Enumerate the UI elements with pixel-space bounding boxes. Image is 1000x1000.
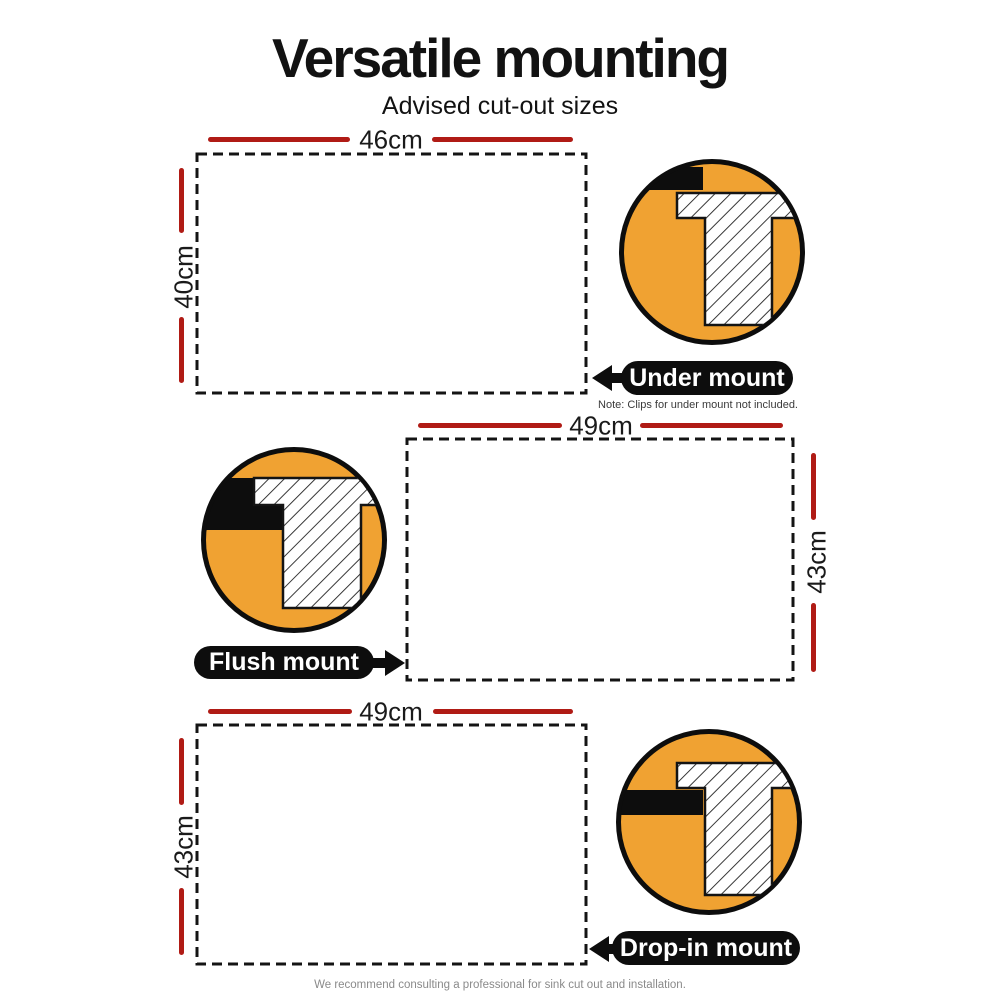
dropin-height-measure-line-top <box>179 738 184 805</box>
under-width-measure-line-left <box>208 137 350 142</box>
dropin-sink-rim-shape <box>620 790 703 815</box>
flush-cutout-rectangle <box>405 437 795 682</box>
under-width-measure-label: 46cm <box>359 124 423 155</box>
flush-height-measure-line-bottom <box>811 603 816 672</box>
page-subtitle: Advised cut-out sizes <box>381 92 619 120</box>
flush-width-measure-label: 49cm <box>569 410 633 441</box>
drop-in-mount-label <box>612 931 800 965</box>
dropin-width-measure-line-left <box>208 709 352 714</box>
page-title: Versatile mounting <box>271 27 729 89</box>
dropin-width-measure-line-right <box>433 709 573 714</box>
under-mount-label <box>621 361 793 395</box>
arrow-right-icon <box>371 648 405 678</box>
under-cutout-rectangle <box>195 152 588 395</box>
under-width-measure-line-right <box>432 137 573 142</box>
under-height-measure-line-top <box>179 168 184 233</box>
flush-height-measure-label: 43cm <box>801 530 832 594</box>
under-mount-label-text: Under mount <box>629 363 785 392</box>
dropin-height-measure-line-bottom <box>179 888 184 955</box>
under-height-measure-label: 40cm <box>168 245 199 309</box>
drop-in-mount-label-text: Drop-in mount <box>619 933 793 962</box>
under-height-measure-line-bottom <box>179 317 184 383</box>
flush-width-measure-line-right <box>640 423 783 428</box>
under-mount-note: Note: Clips for under mount not included. <box>598 399 798 411</box>
dropin-height-measure-label: 43cm <box>168 815 199 879</box>
under-mount-cross-section-icon <box>614 154 810 350</box>
footer-note: We recommend consulting a professional for sink cut out and installation. <box>314 979 686 991</box>
flush-width-measure-line-left <box>418 423 562 428</box>
flush-height-measure-line-top <box>811 453 816 520</box>
flush-mount-cross-section-icon <box>196 442 392 638</box>
drop-in-mount-cross-section-icon <box>611 724 807 920</box>
dropin-cutout-rectangle <box>195 723 588 966</box>
flush-mount-label <box>194 646 374 679</box>
flush-mount-label-text: Flush mount <box>209 648 359 676</box>
dropin-width-measure-label: 49cm <box>359 696 423 727</box>
